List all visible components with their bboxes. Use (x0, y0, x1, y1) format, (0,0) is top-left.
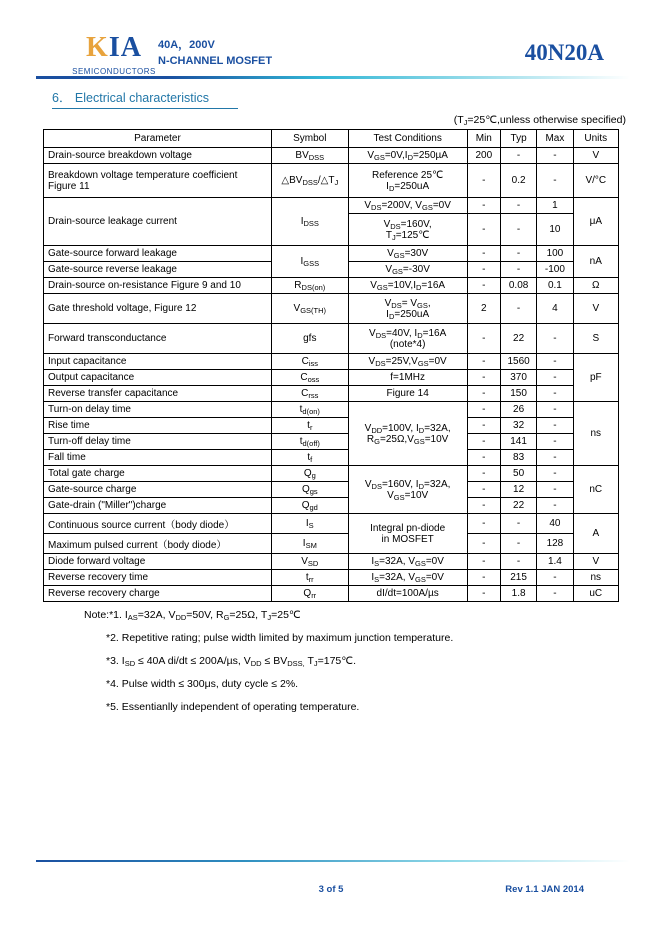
col-header-typ: Typ (500, 130, 536, 148)
cell-max: - (537, 148, 573, 164)
cell-unit: S (573, 324, 618, 354)
cell-max: - (537, 586, 573, 602)
table-row (44, 148, 619, 164)
cell-symbol: $C_{oss}$ (271, 370, 348, 386)
table-row (44, 278, 619, 294)
cell-typ: 50 (500, 466, 536, 482)
cell-parameter: Gate-drain ("Miller")charge (44, 498, 272, 514)
table-row (44, 514, 619, 534)
cell-conditions: f=1MHz (348, 370, 467, 386)
cell-unit: pF (573, 354, 618, 402)
logo-subtitle: SEMICONDUCTORS (72, 67, 156, 76)
cell-symbol: $BV_{DSS}$ (271, 148, 348, 164)
cell-unit: V/°C (573, 164, 618, 198)
cell-max: 128 (537, 534, 573, 554)
table-row (44, 434, 619, 450)
cell-unit: nC (573, 466, 618, 514)
cell-max: -100 (537, 262, 573, 278)
table-row (44, 534, 619, 554)
cell-typ: 0.08 (500, 278, 536, 294)
company-logo (54, 34, 174, 76)
cell-symbol: $R_{DS(on)}$ (271, 278, 348, 294)
cell-min: - (467, 164, 500, 198)
cell-conditions: $V_{DD}=100V$, $I_D=32A$, $R_G=25\Omega,V_{GS}=10V$ (348, 402, 467, 466)
table-row (44, 498, 619, 514)
cell-symbol: $I_{SM}$ (271, 534, 348, 554)
cell-max: - (537, 482, 573, 498)
cell-typ: 1.8 (500, 586, 536, 602)
cell-max: - (537, 498, 573, 514)
cell-parameter: Gate-source charge (44, 482, 272, 498)
table-row (44, 402, 619, 418)
cell-conditions: $V_{DS}=160V$, $T_J=125℃$ (348, 214, 467, 246)
cell-max: - (537, 450, 573, 466)
table-row (44, 418, 619, 434)
cell-min: - (467, 402, 500, 418)
revision-label: Rev 1.1 JAN 2014 (505, 884, 584, 895)
device-rating (158, 38, 272, 70)
cell-min: - (467, 570, 500, 586)
cell-parameter: Total gate charge (44, 466, 272, 482)
cell-min: - (467, 450, 500, 466)
cell-unit: uC (573, 586, 618, 602)
cell-typ: 0.2 (500, 164, 536, 198)
cell-conditions: $I_S=32A$, $V_{GS}=0V$ (348, 554, 467, 570)
table-row (44, 198, 619, 214)
cell-parameter: Diode forward voltage (44, 554, 272, 570)
col-header-symbol: Symbol (271, 130, 348, 148)
cell-parameter: Maximum pulsed current（body diode） (44, 534, 272, 554)
note-4: *4. Pulse width ≤ 300μs, duty cycle ≤ 2%. (106, 678, 299, 691)
rating-line-1: 40A，200V (158, 39, 215, 51)
cell-min: - (467, 498, 500, 514)
cell-conditions: $V_{DS}= V_{GS}$, $I_D=250uA$ (348, 294, 467, 324)
cell-min: - (467, 370, 500, 386)
cell-unit: Ω (573, 278, 618, 294)
cell-symbol: $t_r$ (271, 418, 348, 434)
cell-conditions: $V_{DS}=160V$, $I_D=32A$, $V_{GS}=10V$ (348, 466, 467, 514)
cell-min: - (467, 278, 500, 294)
cell-min: - (467, 434, 500, 450)
cell-min: - (467, 554, 500, 570)
cell-conditions: $I_S=32A$, $V_{GS}=0V$ (348, 570, 467, 586)
cell-symbol: $I_S$ (271, 514, 348, 534)
cell-symbol: $V_{GS(TH)}$ (271, 294, 348, 324)
table-row (44, 466, 619, 482)
cell-typ: - (500, 214, 536, 246)
table-header-row (44, 130, 619, 148)
cell-symbol: $t_f$ (271, 450, 348, 466)
cell-min: - (467, 482, 500, 498)
header-divider (36, 76, 630, 79)
cell-unit: V (573, 294, 618, 324)
cell-parameter: Reverse recovery charge (44, 586, 272, 602)
cell-typ: - (500, 148, 536, 164)
cell-parameter: Continuous source current（body diode） (44, 514, 272, 534)
cell-parameter: Turn-off delay time (44, 434, 272, 450)
cell-typ: 370 (500, 370, 536, 386)
note-3: *3. $I_{SD} \le 40A$ di/dt ≤ 200A/µs, $V_{DD} \le BV_{DSS,}$ $T_J=175℃$. (106, 655, 356, 669)
cell-typ: 32 (500, 418, 536, 434)
cell-typ: - (500, 514, 536, 534)
col-header-parameter: Parameter (44, 130, 272, 148)
rating-line-2: N-CHANNEL MOSFET (158, 54, 273, 67)
page-number: 3 of 5 (318, 884, 344, 895)
cell-conditions: dI/dt=100A/µs (348, 586, 467, 602)
note-2: *2. Repetitive rating; pulse width limited by maximum junction temperature. (106, 632, 454, 645)
cell-min: - (467, 514, 500, 534)
cell-typ: 1560 (500, 354, 536, 370)
cell-conditions: Reference 25℃ $I_D=250uA$ (348, 164, 467, 198)
cell-parameter: Drain-source leakage current (44, 198, 272, 246)
col-header-min: Min (467, 130, 500, 148)
cell-min: - (467, 354, 500, 370)
cell-typ: 215 (500, 570, 536, 586)
cell-symbol: $Q_{rr}$ (271, 586, 348, 602)
cell-min: 2 (467, 294, 500, 324)
cell-min: - (467, 534, 500, 554)
cell-parameter: Drain-source on-resistance Figure 9 and 10 (44, 278, 272, 294)
cell-symbol: $Q_{gd}$ (271, 498, 348, 514)
cell-max: - (537, 418, 573, 434)
cell-max: - (537, 354, 573, 370)
test-condition-note: ($T_J=25℃,unless$ otherwise specified) (453, 114, 626, 127)
cell-typ: 22 (500, 498, 536, 514)
cell-symbol: gfs (271, 324, 348, 354)
cell-conditions: $V_{GS}=-30V$ (348, 262, 467, 278)
cell-conditions: $V_{DS}=40V$, $I_D=16A$ (note*4) (348, 324, 467, 354)
cell-min: - (467, 262, 500, 278)
cell-symbol: $t_{d(on)}$ (271, 402, 348, 418)
cell-min: - (467, 198, 500, 214)
cell-symbol: $t_{rr}$ (271, 570, 348, 586)
cell-parameter: Gate-source forward leakage (44, 246, 272, 262)
cell-min: - (467, 386, 500, 402)
cell-typ: - (500, 294, 536, 324)
cell-typ: 150 (500, 386, 536, 402)
cell-conditions: $V_{DS}=200V$, $V_{GS}=0V$ (348, 198, 467, 214)
cell-min: - (467, 214, 500, 246)
table-row (44, 586, 619, 602)
cell-parameter: Drain-source breakdown voltage (44, 148, 272, 164)
cell-parameter: Gate threshold voltage, Figure 12 (44, 294, 272, 324)
cell-conditions: $V_{GS}=30V$ (348, 246, 467, 262)
cell-parameter: Fall time (44, 450, 272, 466)
notes-block (84, 610, 662, 713)
cell-symbol: $C_{iss}$ (271, 354, 348, 370)
cell-unit: V (573, 554, 618, 570)
table-row (44, 324, 619, 354)
cell-symbol: $Q_g$ (271, 466, 348, 482)
cell-typ: 141 (500, 434, 536, 450)
cell-parameter: Breakdown voltage temperature coefficient Figure 11 (44, 164, 272, 198)
col-header-max: Max (537, 130, 573, 148)
cell-parameter: Input capacitance (44, 354, 272, 370)
cell-typ: 26 (500, 402, 536, 418)
cell-max: 0.1 (537, 278, 573, 294)
cell-min: 200 (467, 148, 500, 164)
note-5: *5. Essentianlly independent of operating temperature. (106, 701, 360, 714)
table-row (44, 450, 619, 466)
cell-unit: μA (573, 198, 618, 246)
cell-parameter: Rise time (44, 418, 272, 434)
cell-symbol: $C_{rss}$ (271, 386, 348, 402)
cell-symbol: $V_{SD}$ (271, 554, 348, 570)
cell-typ: 83 (500, 450, 536, 466)
cell-parameter: Gate-source reverse leakage (44, 262, 272, 278)
cell-min: - (467, 418, 500, 434)
cell-unit: V (573, 148, 618, 164)
cell-conditions: $V_{DS}=25V,V_{GS}=0V$ (348, 354, 467, 370)
cell-min: - (467, 324, 500, 354)
cell-parameter: Forward transconductance (44, 324, 272, 354)
section-heading: 6． Electrical characteristics (52, 91, 209, 105)
cell-max: 1 (537, 198, 573, 214)
cell-unit: nA (573, 246, 618, 278)
cell-min: - (467, 586, 500, 602)
cell-unit: ns (573, 402, 618, 466)
cell-max: - (537, 324, 573, 354)
cell-parameter: Turn-on delay time (44, 402, 272, 418)
cell-max: - (537, 386, 573, 402)
table-row (44, 554, 619, 570)
cell-symbol: $Q_{gs}$ (271, 482, 348, 498)
table-row (44, 386, 619, 402)
cell-symbol: $I_{GSS}$ (271, 246, 348, 278)
col-header-units: Units (573, 130, 618, 148)
cell-conditions: $V_{GS}=10V,I_D=16A$ (348, 278, 467, 294)
cell-conditions: $V_{GS}=0V,I_D=250\mu A$ (348, 148, 467, 164)
cell-typ: - (500, 246, 536, 262)
cell-unit: A (573, 514, 618, 554)
section-underline (52, 108, 238, 109)
cell-max: - (537, 164, 573, 198)
cell-max: 40 (537, 514, 573, 534)
table-row (44, 370, 619, 386)
footer-divider (36, 860, 630, 862)
table-row (44, 482, 619, 498)
table-row (44, 570, 619, 586)
table-row (44, 294, 619, 324)
cell-parameter: Reverse recovery time (44, 570, 272, 586)
cell-conditions: Figure 14 (348, 386, 467, 402)
part-number: 40N20A (524, 40, 604, 65)
cell-unit: ns (573, 570, 618, 586)
cell-conditions: Integral pn-diode in MOSFET (348, 514, 467, 554)
cell-max: - (537, 370, 573, 386)
cell-parameter: Reverse transfer capacitance (44, 386, 272, 402)
cell-typ: - (500, 534, 536, 554)
table-row (44, 354, 619, 370)
cell-symbol: $t_{d(off)}$ (271, 434, 348, 450)
cell-max: - (537, 570, 573, 586)
cell-typ: - (500, 198, 536, 214)
cell-max: 10 (537, 214, 573, 246)
cell-max: - (537, 466, 573, 482)
cell-max: - (537, 402, 573, 418)
col-header-conditions: Test Conditions (348, 130, 467, 148)
cell-max: - (537, 434, 573, 450)
cell-symbol: $\triangle BV_{DSS}/\triangle T_J$ (271, 164, 348, 198)
electrical-characteristics-table (43, 129, 619, 602)
cell-symbol: $I_{DSS}$ (271, 198, 348, 246)
cell-typ: 12 (500, 482, 536, 498)
cell-max: 1.4 (537, 554, 573, 570)
cell-typ: 22 (500, 324, 536, 354)
table-row (44, 246, 619, 262)
logo-text: KIA (86, 32, 142, 63)
note-1: Note:*1. $I_{AS}=32A$, $V_{DD}=50V$, $R_G=25\Omega$, $T_J=25℃$ (84, 609, 301, 622)
page-header (0, 0, 662, 76)
cell-typ: - (500, 262, 536, 278)
cell-max: 4 (537, 294, 573, 324)
cell-typ: - (500, 554, 536, 570)
cell-parameter: Output capacitance (44, 370, 272, 386)
cell-min: - (467, 246, 500, 262)
cell-min: - (467, 466, 500, 482)
table-row (44, 164, 619, 198)
cell-max: 100 (537, 246, 573, 262)
